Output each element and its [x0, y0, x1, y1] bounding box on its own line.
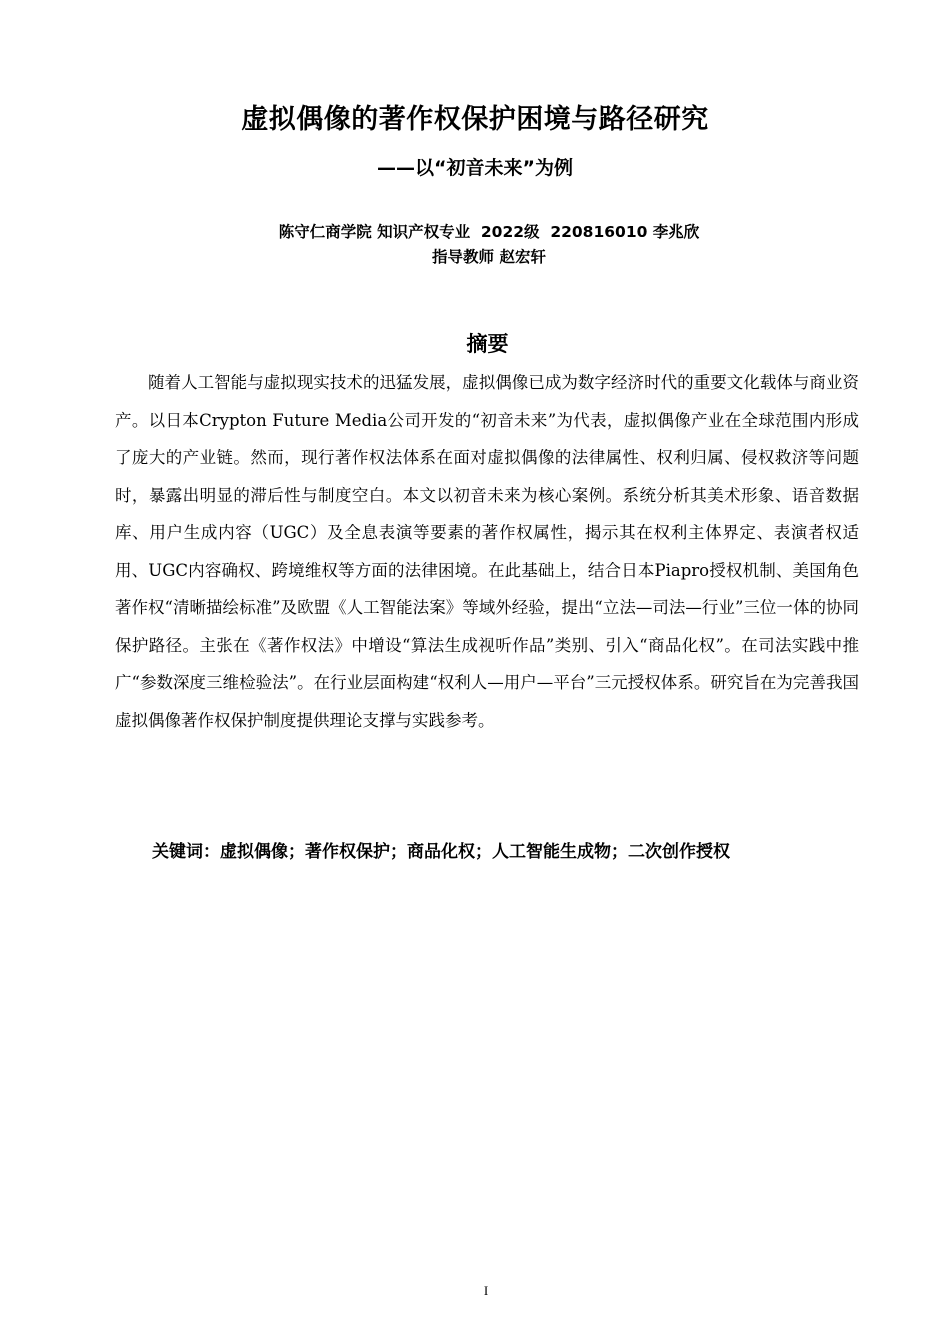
abstract-heading: 摘要: [466, 332, 509, 356]
keywords: 关键词：虚拟偶像；著作权保护；商品化权；人工智能生成物；二次创作授权: [152, 842, 730, 862]
page-number: I: [483, 1283, 489, 1298]
document-title: 虚拟偶像的著作权保护困境与路径研究: [241, 104, 709, 135]
advisor-info: 指导教师 赵宏轩: [432, 248, 546, 266]
author-info: 陈守仁商学院 知识产权专业 2022级 220816010 李兆欣: [278, 223, 700, 241]
abstract-body: 随着人工智能与虚拟现实技术的迅猛发展，虚拟偶像已成为数字经济时代的重要文化载体与商业资产。以日本Crypton Future Media公司开发的“初音未来”为代表，虚拟偶像产业在全球范围内形成了庞大的产业链。然而，现行著作权法体系在面对虚拟偶像的法律属性、权利归属、侵权救济等问题时，暴露出明显的滞后性与制度空白。本文以初音未来为核心案例。系统分析其美术形象、语音数据库、用户生成内容（UGC）及全息表演等要素的著作权属性，揭示其在权利主体界定、表演者权适用、UGC内容确权、跨境维权等方面的法律困境。在此基础上，结合日本Piapro授权机制、美国角色著作权“清晰描绘标准”及欧盟《人工智能法案》等域外经验，提出“立法—司法—行业”三位一体的协同保护路径。主张在《著作权法》中增设“算法生成视听作品”类别、引入“商品化权”。在司法实践中推广“参数深度三维检验法”。在行业层面构建“权利人—用户—平台”三元授权体系。研究旨在为完善我国虚拟偶像著作权保护制度提供理论支撑与实践参考。: [115, 373, 859, 730]
document-subtitle: ——以“初音未来”为例: [377, 157, 573, 179]
